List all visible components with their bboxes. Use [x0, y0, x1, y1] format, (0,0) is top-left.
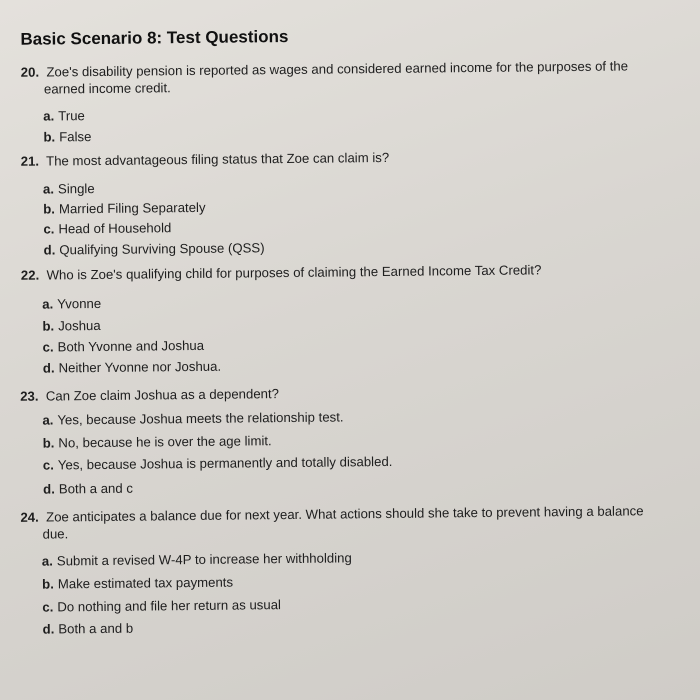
option-text: Single — [57, 181, 95, 197]
option-letter: d. — [43, 242, 56, 258]
option-letter: b. — [42, 318, 55, 334]
option-letter: a. — [43, 108, 55, 124]
answer-option — [42, 318, 100, 334]
question-20 — [21, 57, 628, 80]
option-letter: c. — [42, 457, 54, 473]
option-letter: b. — [43, 201, 56, 217]
option-letter: a. — [42, 412, 54, 428]
question-number: 22. — [20, 267, 40, 283]
answer-option — [43, 338, 205, 355]
page-title: Basic Scenario 8: Test Questions — [20, 26, 289, 49]
option-text: Qualifying Surviving Spouse (QSS) — [59, 240, 265, 258]
option-text: Yes, because Joshua meets the relationship test. — [57, 409, 344, 428]
answer-option — [43, 129, 91, 145]
option-text: Joshua — [58, 317, 101, 334]
option-letter: b. — [42, 576, 54, 592]
option-letter: b. — [42, 435, 55, 451]
answer-option — [43, 200, 205, 217]
question-text: Can Zoe claim Joshua as a dependent? — [45, 386, 280, 404]
answer-option — [44, 240, 265, 257]
question-23 — [20, 385, 279, 405]
answer-option — [42, 597, 281, 614]
answer-option — [43, 454, 393, 473]
option-text: Do nothing and file her return as usual — [57, 597, 282, 615]
option-letter: a. — [42, 296, 54, 312]
option-text: True — [58, 108, 85, 124]
question-text: Who is Zoe's qualifying child for purposes of claiming the Earned Income Tax Credit? — [46, 262, 542, 283]
option-letter: c. — [43, 221, 55, 237]
option-text: Both Yvonne and Joshua — [57, 337, 205, 355]
option-letter: b. — [43, 129, 56, 145]
option-text: Both a and c — [58, 480, 133, 497]
option-text: Submit a revised W-4P to increase her withholding — [56, 550, 352, 569]
question-text: The most advantageous filing status that Zoe can claim is? — [46, 149, 390, 169]
question-text-continuation: earned income credit. — [43, 80, 171, 97]
option-text: No, because he is over the age limit. — [58, 433, 272, 451]
answer-option — [43, 621, 134, 637]
option-letter: d. — [42, 360, 55, 376]
answer-option — [43, 108, 85, 123]
option-text: Married Filing Separately — [58, 199, 206, 217]
option-letter: a. — [41, 553, 53, 569]
option-letter: a. — [42, 181, 55, 197]
option-letter: c. — [42, 339, 54, 355]
option-letter: d. — [42, 621, 55, 637]
question-21 — [21, 149, 390, 170]
option-text: Yes, because Joshua is permanently and totally disabled. — [57, 453, 393, 473]
option-text: Neither Yvonne nor Joshua. — [58, 358, 222, 376]
option-letter: c. — [42, 599, 54, 615]
answer-option — [43, 220, 171, 236]
answer-option — [42, 409, 343, 427]
option-text: Head of Household — [58, 220, 172, 237]
answer-option — [43, 181, 95, 197]
answer-option — [43, 433, 272, 450]
answer-option — [42, 296, 101, 312]
option-text: Yvonne — [57, 295, 102, 312]
question-text-continuation: due. — [42, 526, 69, 542]
option-text: Make estimated tax payments — [57, 574, 234, 592]
question-text: Zoe's disability pension is reported as wages and considered earned income for the purposes of the — [46, 58, 629, 80]
question-24-continuation — [43, 525, 69, 542]
question-number: 23. — [20, 388, 39, 404]
question-24 — [20, 502, 643, 526]
question-20-continuation — [44, 79, 171, 97]
answer-option — [43, 481, 133, 497]
question-text: Zoe anticipates a balance due for next year. What actions should she take to prevent having a balance — [46, 503, 644, 525]
question-number: 24. — [20, 509, 39, 525]
question-number: 21. — [20, 153, 40, 169]
option-text: Both a and b — [58, 620, 134, 637]
answer-option — [43, 359, 221, 376]
question-22 — [21, 261, 542, 283]
answer-option — [42, 575, 233, 592]
option-letter: d. — [43, 481, 55, 497]
answer-option — [42, 550, 352, 568]
question-number: 20. — [20, 64, 40, 80]
option-text: False — [59, 129, 92, 145]
